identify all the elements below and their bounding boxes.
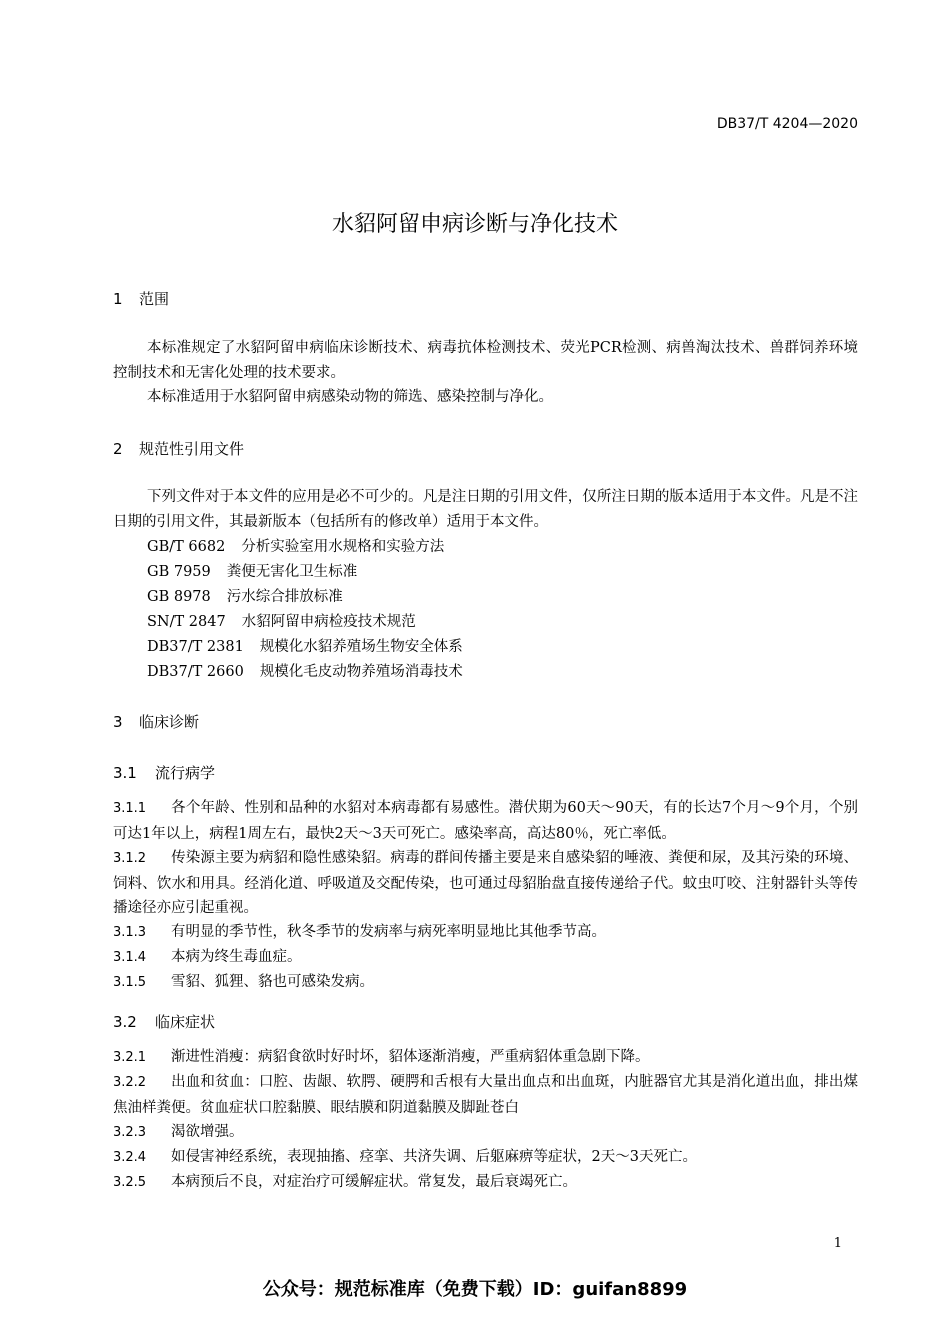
reference-item (147, 535, 444, 556)
section-3-heading (113, 711, 199, 732)
clause-number: 3.2.5 (113, 1175, 147, 1190)
clause-number: 3.1.4 (113, 950, 147, 965)
clause-number: 3.2.1 (113, 1050, 147, 1065)
subsection-title: 临床症状 (155, 1013, 216, 1031)
clause-text: 如侵害神经系统，表现抽搐、痉挛、共济失调、后躯麻痹等症状，2天～3天死亡。 (171, 1149, 697, 1165)
clause-text: 本病为终生毒血症。 (171, 949, 302, 965)
clause-text: 本病预后不良，对症治疗可缓解症状。常复发，最后衰竭死亡。 (171, 1174, 577, 1190)
subsection-3-1-heading (113, 762, 215, 783)
clause-number: 3.1.3 (113, 925, 147, 940)
subsection-number: 3.2 (113, 1013, 137, 1031)
reference-item (147, 610, 416, 631)
reference-code: GB 8978 (147, 589, 211, 605)
section-number: 2 (113, 440, 123, 458)
reference-code: DB37/T 2381 (147, 639, 244, 655)
section-title: 范围 (139, 290, 170, 308)
clause-text: 各个年龄、性别和品种的水貂对本病毒都有易感性。潜伏期为60天～90天，有的长达7个月～9个月，个别可达1年以上，病程1周左右，最快2天～3天可死亡。感染率高，高达80％，死亡率低。 (113, 800, 858, 842)
section-title: 临床诊断 (139, 713, 200, 731)
reference-item (147, 660, 463, 681)
reference-code: GB 7959 (147, 564, 211, 580)
reference-item (147, 585, 343, 606)
paragraph: 本标准适用于水貂阿留申病感染动物的筛选、感染控制与净化。 (147, 389, 553, 405)
clause-number: 3.1.5 (113, 975, 147, 990)
reference-title: 水貂阿留申病检疫技术规范 (241, 614, 416, 630)
subsection-3-2-heading (113, 1011, 215, 1032)
subsection-title: 流行病学 (155, 764, 216, 782)
clause-3-2-3 (113, 1120, 858, 1146)
reference-code: SN/T 2847 (147, 614, 226, 630)
clause-3-1-5 (113, 970, 858, 996)
reference-title: 规模化水貂养殖场生物安全体系 (259, 639, 463, 655)
clause-text: 有明显的季节性，秋冬季节的发病率与病死率明显地比其他季节高。 (171, 924, 606, 940)
subsection-number: 3.1 (113, 764, 137, 782)
section-title: 规范性引用文件 (139, 440, 245, 458)
reference-code: GB/T 6682 (147, 539, 226, 555)
page-title: 水貂阿留申病诊断与净化技术 (331, 212, 618, 237)
clause-3-1-1 (113, 796, 858, 846)
reference-title: 粪便无害化卫生标准 (226, 564, 358, 580)
clause-text: 传染源主要为病貂和隐性感染貂。病毒的群间传播主要是来自感染貂的唾液、粪便和尿，及其污染的环境、饲料、饮水和用具。经消化道、呼吸道及交配传染，也可通过母貂胎盘直接传递给子代。蚊虫叮咬、注射器针头等传播途径亦应引起重视。 (113, 850, 858, 916)
reference-code: DB37/T 2660 (147, 664, 244, 680)
clause-number: 3.2.2 (113, 1075, 147, 1090)
paragraph: 下列文件对于本文件的应用是必不可少的。凡是注日期的引用文件，仅所注日期的版本适用于本文件。凡是不注日期的引用文件，其最新版本（包括所有的修改单）适用于本文件。 (113, 489, 858, 530)
reference-title: 分析实验室用水规格和实验方法 (241, 539, 445, 555)
section-number: 3 (113, 713, 123, 731)
clause-3-1-2 (113, 846, 858, 921)
clause-3-2-5 (113, 1170, 858, 1196)
page-number: 1 (833, 1236, 842, 1251)
reference-title: 规模化毛皮动物养殖场消毒技术 (259, 664, 463, 680)
reference-title: 污水综合排放标准 (226, 589, 343, 605)
clause-3-2-4 (113, 1145, 858, 1171)
section-1-heading (113, 288, 169, 309)
reference-item (147, 635, 463, 656)
clause-3-2-1 (113, 1045, 858, 1071)
reference-item (147, 560, 357, 581)
clause-text: 渐进性消瘦：病貂食欲时好时坏，貂体逐渐消瘦，严重病貂体重急剧下降。 (171, 1049, 650, 1065)
clause-number: 3.2.3 (113, 1125, 147, 1140)
footer-note: 公众号：规范标准库（免费下载）ID：guifan8899 (262, 1279, 688, 1300)
clause-number: 3.1.2 (113, 851, 147, 866)
clause-3-1-4 (113, 945, 858, 971)
clause-text: 雪貂、狐狸、貉也可感染发病。 (171, 974, 374, 990)
section-2-heading (113, 438, 244, 459)
section-number: 1 (113, 290, 123, 308)
paragraph: 本标准规定了水貂阿留申病临床诊断技术、病毒抗体检测技术、荧光PCR检测、病兽淘汰技术、兽群饲养环境控制技术和无害化处理的技术要求。 (113, 340, 858, 381)
clause-3-2-2 (113, 1070, 858, 1120)
clause-text: 渴欲增强。 (171, 1124, 244, 1140)
document-id: DB37/T 4204—2020 (716, 116, 858, 132)
clause-number: 3.1.1 (113, 801, 147, 816)
clause-number: 3.2.4 (113, 1150, 147, 1165)
clause-text: 出血和贫血：口腔、齿龈、软腭、硬腭和舌根有大量出血点和出血斑，内脏器官尤其是消化道出血，排出煤焦油样粪便。贫血症状口腔黏膜、眼结膜和阴道黏膜及脚趾苍白 (113, 1074, 858, 1116)
clause-3-1-3 (113, 920, 858, 946)
